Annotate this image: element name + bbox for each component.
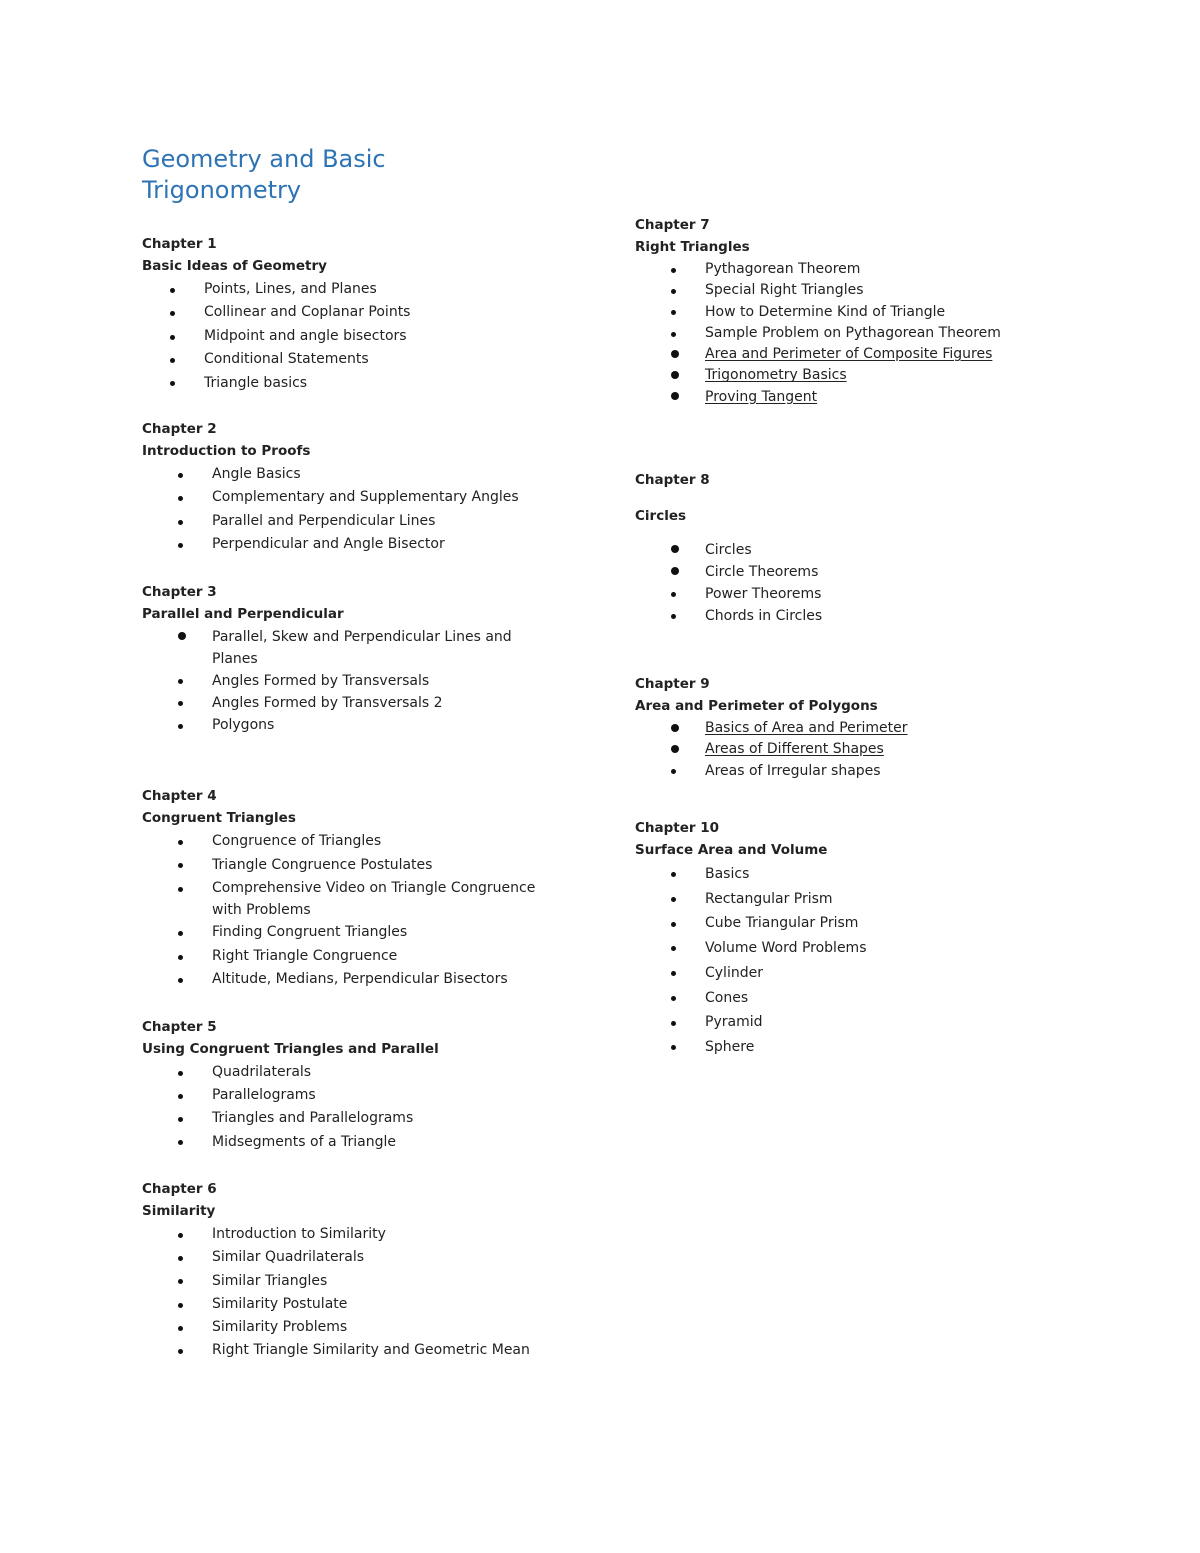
chapter-section: [635, 817, 867, 1060]
topic-list: [142, 463, 519, 557]
topic-label: Cylinder: [705, 964, 763, 981]
bullet-icon: [178, 955, 183, 960]
chapter-number: Chapter 6: [142, 1181, 217, 1197]
topic-item: [142, 1246, 530, 1269]
topic-label: Polygons: [212, 717, 275, 734]
topic-list: [142, 1061, 439, 1154]
bullet-icon: [170, 311, 175, 316]
topic-item: [142, 670, 542, 692]
topic-item: [635, 583, 822, 605]
chapter-section: [142, 1016, 439, 1154]
topic-item: [635, 911, 867, 936]
topic-label: How to Determine Kind of Triangle: [705, 303, 946, 320]
bullet-icon: [671, 545, 679, 553]
topic-list: [635, 718, 908, 782]
topic-item: [142, 626, 542, 670]
topic-label: Similar Triangles: [212, 1272, 328, 1289]
bullet-icon: [178, 1094, 183, 1099]
topic-link[interactable]: Proving Tangent: [705, 388, 818, 405]
topic-item: [142, 1293, 530, 1316]
topic-label: Volume Word Problems: [705, 940, 867, 957]
bullet-icon: [178, 978, 183, 983]
topic-item: [142, 921, 552, 945]
topic-item: [142, 1270, 530, 1293]
bullet-icon: [178, 1256, 183, 1261]
topic-item: [635, 862, 867, 887]
chapter-number: Chapter 2: [142, 421, 217, 437]
chapter-title: Surface Area and Volume: [635, 842, 828, 858]
topic-list: [142, 278, 410, 395]
bullet-icon: [671, 897, 676, 902]
topic-link[interactable]: Area and Perimeter of Composite Figures: [705, 346, 993, 363]
bullet-icon: [178, 543, 183, 548]
topic-label: Right Triangle Similarity and Geometric Mean: [212, 1342, 530, 1359]
topic-label: Points, Lines, and Planes: [204, 281, 377, 297]
topic-item: [142, 968, 552, 992]
chapter-number: Chapter 4: [142, 788, 217, 804]
topic-label: Perpendicular and Angle Bisector: [212, 536, 445, 553]
topic-link[interactable]: Areas of Different Shapes: [705, 741, 884, 758]
chapter-number: Chapter 10: [635, 820, 720, 836]
bullet-icon: [671, 946, 676, 951]
topic-label: Basics: [705, 866, 750, 882]
topic-item: [142, 945, 552, 969]
topic-item: [635, 280, 1001, 301]
topic-label: Triangle basics: [204, 374, 308, 391]
chapter-title: Basic Ideas of Geometry: [142, 258, 327, 274]
bullet-icon: [671, 592, 676, 597]
topic-link-item[interactable]: [635, 387, 1001, 408]
document-title-line-1: Geometry and Basic: [142, 145, 386, 173]
topic-label: Cones: [705, 989, 749, 1006]
topic-item: [142, 325, 410, 348]
topic-item: [142, 714, 542, 736]
topic-label: Complementary and Supplementary Angles: [212, 489, 519, 506]
bullet-icon: [178, 1303, 183, 1308]
bullet-icon: [671, 371, 679, 379]
topic-item: [142, 830, 552, 854]
topic-label: Finding Congruent Triangles: [212, 924, 408, 941]
topic-link-item[interactable]: [635, 365, 1001, 386]
topic-label: Altitude, Medians, Perpendicular Bisectors: [212, 971, 508, 988]
bullet-icon: [170, 335, 175, 340]
topic-link-item[interactable]: [635, 344, 1001, 365]
bullet-icon: [671, 769, 676, 774]
bullet-icon: [671, 332, 676, 337]
topic-item: [635, 961, 867, 986]
topic-label: Comprehensive Video on Triangle Congruence with Problems: [212, 880, 536, 919]
topic-label: Cube Triangular Prism: [705, 915, 859, 932]
chapter-section: [635, 469, 822, 627]
topic-item: [142, 372, 410, 395]
topic-list: [635, 259, 1001, 408]
topic-item: [635, 1035, 867, 1060]
topic-item: [142, 1061, 439, 1084]
topic-item: [635, 259, 1001, 280]
topic-item: [142, 301, 410, 324]
topic-label: Collinear and Coplanar Points: [204, 304, 411, 321]
bullet-icon: [178, 473, 183, 478]
topic-item: [142, 278, 410, 301]
chapter-section: [142, 581, 542, 737]
chapter-number: Chapter 7: [635, 217, 710, 233]
topic-item: [635, 936, 867, 961]
bullet-icon: [178, 679, 183, 684]
bullet-icon: [178, 1279, 183, 1284]
topic-label: Rectangular Prism: [705, 890, 833, 907]
bullet-icon: [671, 922, 676, 927]
topic-item: [635, 761, 908, 782]
bullet-icon: [170, 288, 175, 293]
chapter-title: Introduction to Proofs: [142, 443, 311, 459]
bullet-icon: [178, 520, 183, 525]
topic-label: Parallel, Skew and Perpendicular Lines and Planes: [212, 629, 512, 667]
chapter-title: Right Triangles: [635, 239, 750, 255]
chapter-section: [635, 673, 908, 782]
bullet-icon: [178, 632, 186, 640]
topic-list: [142, 626, 542, 737]
bullet-icon: [178, 1326, 183, 1331]
bullet-icon: [671, 996, 676, 1001]
bullet-icon: [671, 1021, 676, 1026]
chapter-title: Circles: [635, 508, 687, 524]
bullet-icon: [671, 724, 679, 732]
bullet-icon: [178, 1349, 183, 1354]
topic-label: Chords in Circles: [705, 608, 823, 624]
bullet-icon: [178, 863, 183, 868]
topic-item: [142, 692, 542, 714]
bullet-icon: [671, 350, 679, 358]
bullet-icon: [178, 1233, 183, 1238]
topic-item: [142, 1223, 530, 1246]
topic-item: [635, 561, 822, 583]
bullet-icon: [178, 840, 183, 845]
topic-list: [635, 539, 822, 627]
topic-link-item[interactable]: [635, 739, 908, 760]
topic-item: [635, 1010, 867, 1035]
topic-label: Triangle Congruence Postulates: [212, 856, 433, 873]
topic-link-item[interactable]: [635, 718, 908, 739]
topic-label: Parallel and Perpendicular Lines: [212, 512, 436, 529]
topic-label: Conditional Statements: [204, 351, 369, 368]
chapter-number: Chapter 8: [635, 472, 710, 488]
topic-item: [142, 533, 519, 556]
topic-label: Circle Theorems: [705, 564, 819, 580]
chapter-section: [142, 785, 552, 992]
topic-label: Similarity Postulate: [212, 1295, 348, 1312]
topic-label: Similarity Problems: [212, 1319, 348, 1336]
chapter-section: [142, 233, 410, 395]
topic-item: [635, 986, 867, 1011]
topic-item: [635, 539, 822, 561]
chapter-section: [142, 418, 519, 557]
topic-label: Pythagorean Theorem: [705, 261, 861, 277]
bullet-icon: [671, 310, 676, 315]
topic-label: Sphere: [705, 1038, 755, 1055]
chapter-section: [635, 214, 1001, 408]
document-title: [142, 144, 386, 206]
topic-label: Introduction to Similarity: [212, 1226, 386, 1242]
bullet-icon: [671, 392, 679, 400]
chapter-title: Area and Perimeter of Polygons: [635, 698, 878, 714]
topic-item: [142, 1084, 439, 1107]
bullet-icon: [671, 745, 679, 753]
bullet-icon: [671, 872, 676, 877]
topic-label: Parallelograms: [212, 1087, 316, 1104]
topic-item: [142, 463, 519, 486]
bullet-icon: [178, 701, 183, 706]
topic-label: Triangles and Parallelograms: [212, 1110, 414, 1127]
topic-label: Power Theorems: [705, 586, 822, 602]
topic-item: [142, 510, 519, 533]
bullet-icon: [178, 724, 183, 729]
topic-label: Circles: [705, 542, 752, 558]
bullet-icon: [178, 496, 183, 501]
document-title-line-2: Trigonometry: [142, 176, 302, 204]
topic-item: [142, 854, 552, 878]
topic-item: [635, 323, 1001, 344]
bullet-icon: [178, 1117, 183, 1122]
bullet-icon: [671, 1045, 676, 1050]
topic-item: [635, 887, 867, 912]
topic-link[interactable]: Basics of Area and Perimeter: [705, 720, 908, 736]
chapter-section: [142, 1178, 530, 1363]
topic-item: [142, 1316, 530, 1339]
topic-label: Sample Problem on Pythagorean Theorem: [705, 324, 1001, 341]
topic-label: Congruence of Triangles: [212, 833, 382, 849]
topic-item: [635, 605, 822, 627]
bullet-icon: [671, 268, 676, 273]
topic-label: Midpoint and angle bisectors: [204, 327, 407, 344]
bullet-icon: [671, 289, 676, 294]
topic-item: [142, 1339, 530, 1362]
bullet-icon: [178, 1140, 183, 1145]
chapter-title: Parallel and Perpendicular: [142, 606, 344, 622]
topic-label: Right Triangle Congruence: [212, 947, 398, 964]
bullet-icon: [170, 358, 175, 363]
bullet-icon: [178, 887, 183, 892]
topic-label: Angles Formed by Transversals: [212, 673, 430, 689]
topic-label: Angle Basics: [212, 466, 301, 482]
bullet-icon: [170, 381, 175, 386]
chapter-number: Chapter 5: [142, 1019, 217, 1035]
topic-item: [142, 1107, 439, 1130]
topic-label: Special Right Triangles: [705, 282, 864, 299]
topic-item: [142, 486, 519, 509]
topic-item: [142, 877, 552, 921]
chapter-title: Similarity: [142, 1203, 216, 1219]
chapter-title: Congruent Triangles: [142, 810, 296, 826]
bullet-icon: [178, 931, 183, 936]
bullet-icon: [671, 567, 679, 575]
topic-item: [635, 302, 1001, 323]
topic-link[interactable]: Trigonometry Basics: [705, 367, 847, 384]
topic-label: Angles Formed by Transversals 2: [212, 695, 443, 712]
bullet-icon: [671, 614, 676, 619]
topic-item: [142, 1131, 439, 1154]
topic-label: Areas of Irregular shapes: [705, 762, 881, 779]
bullet-icon: [178, 1071, 183, 1076]
topic-list: [142, 830, 552, 992]
topic-label: Midsegments of a Triangle: [212, 1133, 396, 1150]
chapter-number: Chapter 3: [142, 584, 217, 600]
topic-list: [635, 862, 867, 1060]
chapter-number: Chapter 1: [142, 236, 217, 252]
topic-list: [142, 1223, 530, 1363]
topic-label: Pyramid: [705, 1014, 763, 1031]
topic-label: Quadrilaterals: [212, 1064, 312, 1080]
chapter-number: Chapter 9: [635, 676, 710, 692]
bullet-icon: [671, 971, 676, 976]
chapter-title: Using Congruent Triangles and Parallel: [142, 1041, 439, 1057]
topic-label: Similar Quadrilaterals: [212, 1249, 365, 1266]
topic-item: [142, 348, 410, 371]
